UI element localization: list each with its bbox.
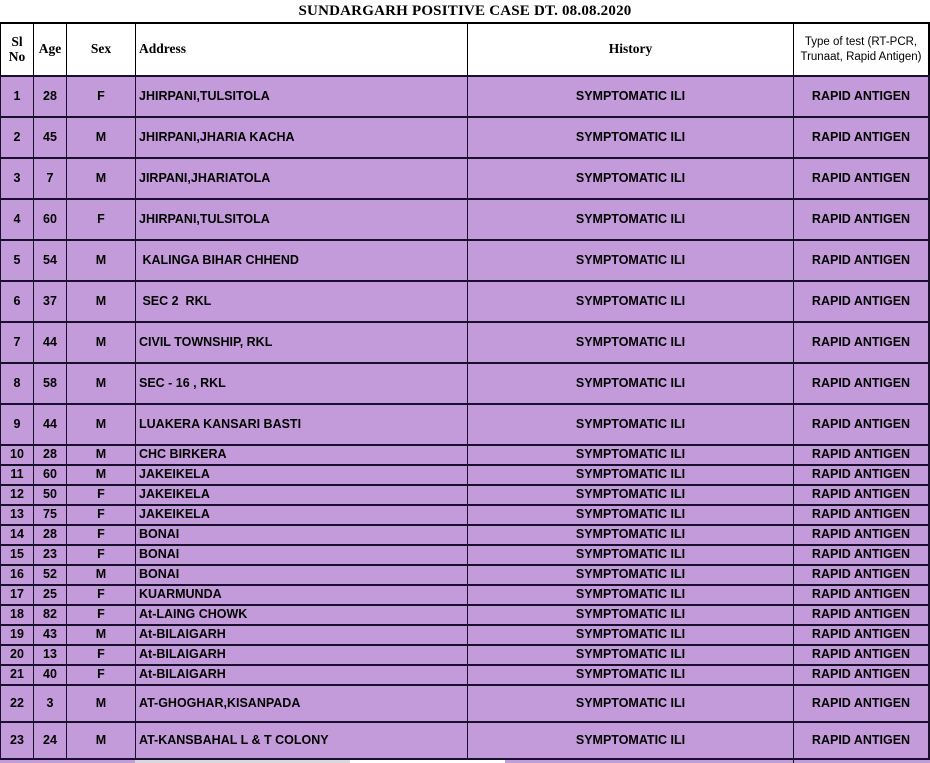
cell-history: SYMPTOMATIC ILI bbox=[467, 666, 793, 684]
cell-age: 45 bbox=[33, 118, 66, 157]
column-header-age: Age bbox=[33, 24, 66, 75]
table-row bbox=[0, 604, 930, 624]
cell-test: RAPID ANTIGEN bbox=[793, 526, 930, 544]
cell-test: RAPID ANTIGEN bbox=[793, 506, 930, 524]
cell-history: SYMPTOMATIC ILI bbox=[467, 364, 793, 403]
cell-sl: 16 bbox=[0, 566, 33, 584]
cell-age: 25 bbox=[33, 586, 66, 604]
table-row bbox=[0, 157, 930, 198]
cell-test: RAPID ANTIGEN bbox=[793, 323, 930, 362]
cell-address: BONAI bbox=[135, 566, 467, 584]
table-row bbox=[0, 75, 930, 116]
cell-test: RAPID ANTIGEN bbox=[793, 586, 930, 604]
table-row bbox=[0, 504, 930, 524]
cell-sex: M bbox=[66, 566, 135, 584]
cell-history: SYMPTOMATIC ILI bbox=[467, 626, 793, 644]
cell-age: 54 bbox=[33, 241, 66, 280]
cell-age: 23 bbox=[33, 546, 66, 564]
cell-history: SYMPTOMATIC ILI bbox=[467, 282, 793, 321]
cell-sl: 5 bbox=[0, 241, 33, 280]
cell-history: SYMPTOMATIC ILI bbox=[467, 405, 793, 444]
cell-sex: F bbox=[66, 77, 135, 116]
cell-sl: 10 bbox=[0, 446, 33, 464]
cell-address: JHIRPANI,TULSITOLA bbox=[135, 77, 467, 116]
cell-history: SYMPTOMATIC ILI bbox=[467, 546, 793, 564]
cell-test: RAPID ANTIGEN bbox=[793, 626, 930, 644]
table-row bbox=[0, 664, 930, 684]
bottom-partial-row bbox=[0, 758, 930, 763]
cell-history: SYMPTOMATIC ILI bbox=[467, 323, 793, 362]
cell-history: SYMPTOMATIC ILI bbox=[467, 446, 793, 464]
table-row bbox=[0, 444, 930, 464]
cell-history: SYMPTOMATIC ILI bbox=[467, 646, 793, 664]
cell-sl: 22 bbox=[0, 686, 33, 721]
cell-sl: 1 bbox=[0, 77, 33, 116]
cell-history: SYMPTOMATIC ILI bbox=[467, 586, 793, 604]
table-row bbox=[0, 584, 930, 604]
cell-test: RAPID ANTIGEN bbox=[793, 606, 930, 624]
table-row bbox=[0, 544, 930, 564]
cell-sex: M bbox=[66, 364, 135, 403]
column-header-sl: Sl No bbox=[0, 24, 33, 75]
cell-sex: F bbox=[66, 666, 135, 684]
cell-sl: 8 bbox=[0, 364, 33, 403]
cell-history: SYMPTOMATIC ILI bbox=[467, 606, 793, 624]
cell-history: SYMPTOMATIC ILI bbox=[467, 241, 793, 280]
cell-test: RAPID ANTIGEN bbox=[793, 77, 930, 116]
table-row bbox=[0, 721, 930, 758]
cell-sl: 9 bbox=[0, 405, 33, 444]
cell-sl: 13 bbox=[0, 506, 33, 524]
column-header-history: History bbox=[467, 24, 793, 75]
cell-history: SYMPTOMATIC ILI bbox=[467, 566, 793, 584]
cell-address: AT-KANSBAHAL L & T COLONY bbox=[135, 723, 467, 758]
cell-test: RAPID ANTIGEN bbox=[793, 466, 930, 484]
cell-address: BONAI bbox=[135, 546, 467, 564]
table-row bbox=[0, 362, 930, 403]
cell-test: RAPID ANTIGEN bbox=[793, 282, 930, 321]
cell-address: JHIRPANI,TULSITOLA bbox=[135, 200, 467, 239]
cell-age: 28 bbox=[33, 446, 66, 464]
cell-age: 43 bbox=[33, 626, 66, 644]
cell-history: SYMPTOMATIC ILI bbox=[467, 466, 793, 484]
table-row bbox=[0, 524, 930, 544]
cell-address: LUAKERA KANSARI BASTI bbox=[135, 405, 467, 444]
cell-sl: 20 bbox=[0, 646, 33, 664]
table-row bbox=[0, 239, 930, 280]
cell-age: 58 bbox=[33, 364, 66, 403]
cell-test: RAPID ANTIGEN bbox=[793, 118, 930, 157]
cell-address: KUARMUNDA bbox=[135, 586, 467, 604]
cell-sex: F bbox=[66, 606, 135, 624]
table-row bbox=[0, 321, 930, 362]
column-header-test: Type of test (RT-PCR, Trunaat, Rapid Antigen) bbox=[793, 24, 930, 75]
table-row bbox=[0, 684, 930, 721]
cell-age: 7 bbox=[33, 159, 66, 198]
cell-age: 50 bbox=[33, 486, 66, 504]
cell-test: RAPID ANTIGEN bbox=[793, 364, 930, 403]
cell-age: 37 bbox=[33, 282, 66, 321]
cell-sex: M bbox=[66, 446, 135, 464]
table-row bbox=[0, 624, 930, 644]
cell-sex: M bbox=[66, 723, 135, 758]
page-title: SUNDARGARH POSITIVE CASE DT. 08.08.2020 bbox=[298, 2, 632, 19]
cell-address: JHIRPANI,JHARIA KACHA bbox=[135, 118, 467, 157]
cell-age: 40 bbox=[33, 666, 66, 684]
table-body bbox=[0, 75, 930, 758]
cell-age: 28 bbox=[33, 526, 66, 544]
table-row bbox=[0, 403, 930, 444]
cell-test: RAPID ANTIGEN bbox=[793, 546, 930, 564]
cell-address: CIVIL TOWNSHIP, RKL bbox=[135, 323, 467, 362]
cell-sex: F bbox=[66, 506, 135, 524]
cell-test: RAPID ANTIGEN bbox=[793, 566, 930, 584]
cell-sl: 18 bbox=[0, 606, 33, 624]
table-row bbox=[0, 644, 930, 664]
cell-age: 60 bbox=[33, 200, 66, 239]
column-header-address: Address bbox=[135, 24, 467, 75]
cell-address: At-BILAIGARH bbox=[135, 626, 467, 644]
cell-age: 75 bbox=[33, 506, 66, 524]
cell-history: SYMPTOMATIC ILI bbox=[467, 723, 793, 758]
cell-sex: M bbox=[66, 466, 135, 484]
cell-sl: 21 bbox=[0, 666, 33, 684]
cell-sl: 3 bbox=[0, 159, 33, 198]
cell-sl: 7 bbox=[0, 323, 33, 362]
cell-history: SYMPTOMATIC ILI bbox=[467, 526, 793, 544]
cell-sl: 17 bbox=[0, 586, 33, 604]
cell-age: 3 bbox=[33, 686, 66, 721]
cell-address: JAKEIKELA bbox=[135, 466, 467, 484]
cell-sex: F bbox=[66, 200, 135, 239]
cell-sl: 12 bbox=[0, 486, 33, 504]
cell-history: SYMPTOMATIC ILI bbox=[467, 118, 793, 157]
cell-history: SYMPTOMATIC ILI bbox=[467, 686, 793, 721]
cell-age: 82 bbox=[33, 606, 66, 624]
cell-sex: M bbox=[66, 282, 135, 321]
cell-sex: M bbox=[66, 686, 135, 721]
cell-test: RAPID ANTIGEN bbox=[793, 686, 930, 721]
cell-history: SYMPTOMATIC ILI bbox=[467, 200, 793, 239]
cell-sex: M bbox=[66, 159, 135, 198]
cell-test: RAPID ANTIGEN bbox=[793, 486, 930, 504]
cell-age: 44 bbox=[33, 323, 66, 362]
column-header-sex: Sex bbox=[66, 24, 135, 75]
cell-test: RAPID ANTIGEN bbox=[793, 241, 930, 280]
cell-sl: 19 bbox=[0, 626, 33, 644]
cell-address: AT-GHOGHAR,KISANPADA bbox=[135, 686, 467, 721]
cell-history: SYMPTOMATIC ILI bbox=[467, 506, 793, 524]
cell-sex: M bbox=[66, 626, 135, 644]
table-header-row bbox=[0, 22, 930, 75]
cell-test: RAPID ANTIGEN bbox=[793, 446, 930, 464]
cell-address: SEC - 16 , RKL bbox=[135, 364, 467, 403]
cell-sl: 14 bbox=[0, 526, 33, 544]
cell-test: RAPID ANTIGEN bbox=[793, 159, 930, 198]
cell-test: RAPID ANTIGEN bbox=[793, 646, 930, 664]
table-row bbox=[0, 484, 930, 504]
cell-sex: M bbox=[66, 405, 135, 444]
table-row bbox=[0, 116, 930, 157]
cell-sl: 23 bbox=[0, 723, 33, 758]
cell-age: 28 bbox=[33, 77, 66, 116]
cell-address: SEC 2 RKL bbox=[135, 282, 467, 321]
cell-test: RAPID ANTIGEN bbox=[793, 666, 930, 684]
cell-address: At-LAING CHOWK bbox=[135, 606, 467, 624]
cell-test: RAPID ANTIGEN bbox=[793, 723, 930, 758]
cell-sl: 4 bbox=[0, 200, 33, 239]
cell-address: BONAI bbox=[135, 526, 467, 544]
cell-sex: M bbox=[66, 118, 135, 157]
cell-age: 24 bbox=[33, 723, 66, 758]
cell-address: JAKEIKELA bbox=[135, 486, 467, 504]
cell-address: JIRPANI,JHARIATOLA bbox=[135, 159, 467, 198]
cell-sex: F bbox=[66, 586, 135, 604]
cell-sl: 11 bbox=[0, 466, 33, 484]
cell-history: SYMPTOMATIC ILI bbox=[467, 486, 793, 504]
cell-sex: F bbox=[66, 526, 135, 544]
cell-history: SYMPTOMATIC ILI bbox=[467, 159, 793, 198]
cell-age: 44 bbox=[33, 405, 66, 444]
cell-sex: M bbox=[66, 323, 135, 362]
cell-sex: F bbox=[66, 646, 135, 664]
cell-age: 52 bbox=[33, 566, 66, 584]
cell-sex: M bbox=[66, 241, 135, 280]
cell-address: KALINGA BIHAR CHHEND bbox=[135, 241, 467, 280]
table-row bbox=[0, 198, 930, 239]
cell-sl: 15 bbox=[0, 546, 33, 564]
cell-age: 60 bbox=[33, 466, 66, 484]
cell-address: JAKEIKELA bbox=[135, 506, 467, 524]
cell-address: At-BILAIGARH bbox=[135, 666, 467, 684]
cell-history: SYMPTOMATIC ILI bbox=[467, 77, 793, 116]
cell-address: At-BILAIGARH bbox=[135, 646, 467, 664]
table-row bbox=[0, 564, 930, 584]
cell-test: RAPID ANTIGEN bbox=[793, 405, 930, 444]
table-row bbox=[0, 280, 930, 321]
cell-test: RAPID ANTIGEN bbox=[793, 200, 930, 239]
cell-age: 13 bbox=[33, 646, 66, 664]
table-row bbox=[0, 464, 930, 484]
cell-sex: F bbox=[66, 546, 135, 564]
cell-sl: 2 bbox=[0, 118, 33, 157]
cell-address: CHC BIRKERA bbox=[135, 446, 467, 464]
cell-sl: 6 bbox=[0, 282, 33, 321]
cell-sex: F bbox=[66, 486, 135, 504]
